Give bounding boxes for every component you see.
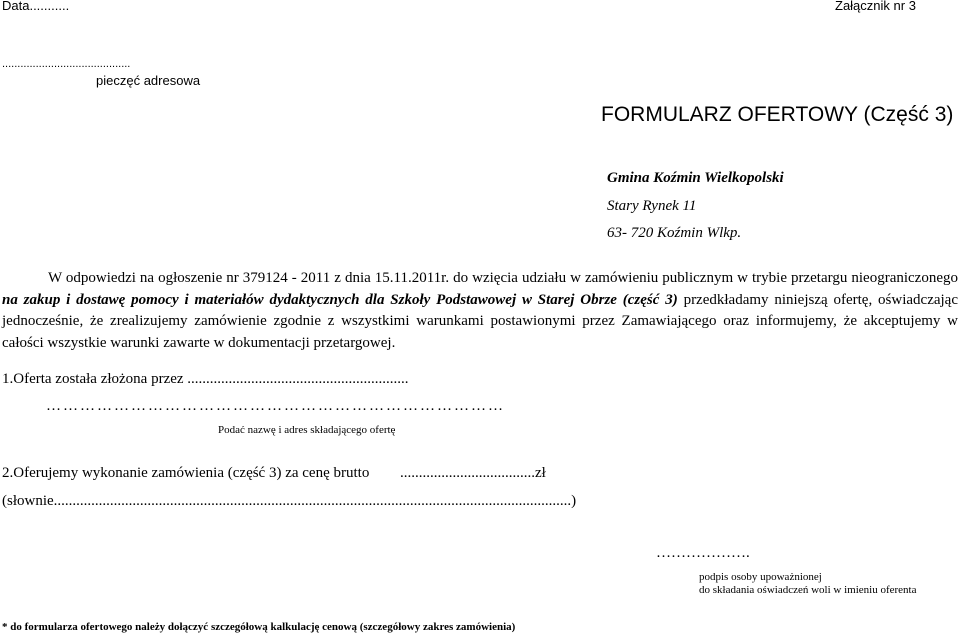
signature-line2: do składania oświadczeń woli w imieniu oferenta (699, 584, 917, 596)
price-label: 2.Oferujemy wykonanie zamówienia (część 3) za cenę brutto (2, 465, 370, 481)
offeror-dots-line: ……………………………………………………………………… (46, 398, 505, 414)
offeror-caption: Podać nazwę i adres składającego ofertę (218, 424, 396, 436)
recipient-street: Stary Rynek 11 (607, 198, 697, 214)
form-title: FORMULARZ OFERTOWY (Część 3) (601, 103, 954, 126)
intro-part1: W odpowiedzi na ogłoszenie nr 379124 - 2011 z dnia 15.11.2011r. do wzięcia udziału w zamówieniu publicznym w trybie przetargu nieograniczonego (48, 270, 958, 286)
stamp-dots: .......................................... (2, 58, 131, 70)
price-field: ....................................zł (400, 465, 546, 481)
date-label: Data........... (2, 0, 70, 13)
recipient-city: 63- 720 Koźmin Wlkp. (607, 225, 742, 241)
recipient-name: Gmina Koźmin Wielkopolski (607, 170, 784, 186)
signature-dots: ………………. (656, 545, 750, 561)
intro-part2: przedkładamy niniejszą ofertę, oświadczając jednocześnie, że zrealizujemy zamówienie zgodnie z wszystkimi warunkami postawionymi przez Zamawiającego oraz informujemy, że akceptujemy w całości wszystkie warunki zawarte w dokumentacji przetargowej. (2, 291, 958, 351)
intro-paragraph (2, 268, 958, 354)
stamp-label: pieczęć adresowa (96, 73, 201, 88)
offer-submitted-by: 1.Oferta została złożona przez ........................................................... (2, 371, 409, 387)
signature-line1: podpis osoby upoważnionej (699, 571, 822, 583)
footnote: * do formularza ofertowego należy dołączyć szczegółową kalkulację cenową (szczegółowy zakres zamówienia) (2, 621, 516, 633)
price-in-words: (słownie..........................................................................................................................................) (2, 493, 577, 509)
annex-label: Załącznik nr 3 (835, 0, 916, 13)
intro-emphasis: na zakup i dostawę pomocy i materiałów dydaktycznych dla Szkoły Podstawowej w Starej Obrze (część 3) (2, 291, 678, 308)
